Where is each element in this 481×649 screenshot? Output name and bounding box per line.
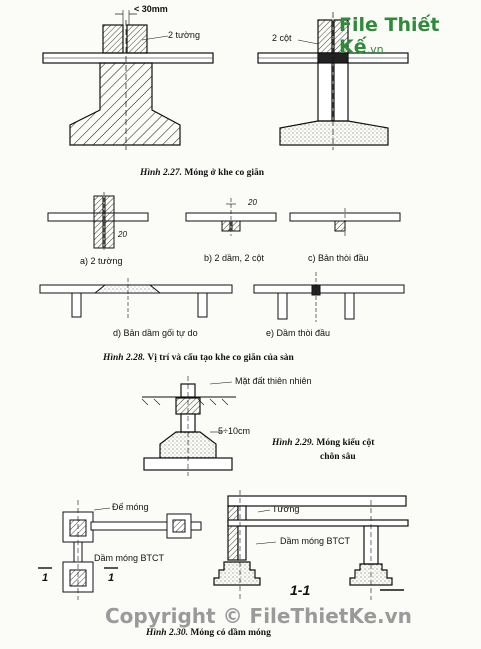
fig229-caption-line2: chôn sâu xyxy=(320,452,356,462)
fig230-label-de-mong: Đế móng xyxy=(112,502,149,512)
fig228-dim-b: 20 xyxy=(248,198,257,207)
fig230-label-dam-left: Dầm móng BTCT xyxy=(94,553,165,563)
fig230-caption-num: Hình 2.30. xyxy=(146,628,188,638)
fig228-caption xyxy=(103,353,294,363)
watermark-copyright: Copyright © FileThietKe.vn xyxy=(105,604,412,628)
fig228-e-cantilever-beam xyxy=(254,272,404,322)
fig229-caption-num: Hình 2.29. xyxy=(272,438,314,448)
fig227-dim-gap: < 30mm xyxy=(134,4,168,14)
fig228-caption-text: Vị trí và cấu tạo khe co giãn của sàn xyxy=(147,353,294,363)
fig230-caption xyxy=(146,628,271,638)
fig227-caption-text: Móng ở khe co giãn xyxy=(184,168,265,178)
fig230-label-tuong: Tường xyxy=(272,504,300,514)
fig229-label-depth: 5÷10cm xyxy=(218,426,250,436)
watermark-brand-text: File Thiết Kế xyxy=(339,14,440,58)
fig230-plan-view xyxy=(38,500,201,600)
fig230-section-right: 1 xyxy=(108,572,115,584)
fig227-label-two-columns: 2 cột xyxy=(272,33,292,43)
watermark-brand xyxy=(339,14,481,58)
fig230-section-left: 1 xyxy=(42,572,49,584)
fig228-label-a: a) 2 tường xyxy=(80,256,123,266)
fig228-d-simply-supported-slab xyxy=(40,278,232,320)
fig227-caption-num: Hình 2.27. xyxy=(140,168,182,178)
fig230-label-dam-right: Dầm móng BTCT xyxy=(280,536,351,546)
fig228-label-e: e) Dầm thòi đầu xyxy=(266,328,331,338)
fig230-section-mark: 1-1 xyxy=(290,582,311,598)
fig227-caption xyxy=(140,168,264,178)
fig228-label-d: d) Bản dầm gối tự do xyxy=(113,328,198,338)
fig229-caption-line1 xyxy=(272,438,374,448)
fig228-c-cantilever-slab xyxy=(290,208,400,236)
fig229-label-ground: Mặt đất thiên nhiên xyxy=(235,376,312,386)
fig230-caption-text: Móng có dầm móng xyxy=(190,628,271,638)
fig228-label-c: c) Bản thòi đầu xyxy=(308,253,369,263)
fig228-dim-a: 20 xyxy=(118,230,127,239)
fig229-caption-text-1: Móng kiểu cột xyxy=(316,438,375,448)
fig228-a-two-walls xyxy=(48,192,148,252)
fig228-b-two-beams-columns xyxy=(186,198,276,236)
fig228-caption-num: Hình 2.28. xyxy=(103,353,145,363)
fig228-label-b: b) 2 dầm, 2 cột xyxy=(204,253,265,263)
watermark-domain-text: .vn xyxy=(366,43,384,56)
fig227-label-two-walls: 2 tường xyxy=(168,30,200,40)
